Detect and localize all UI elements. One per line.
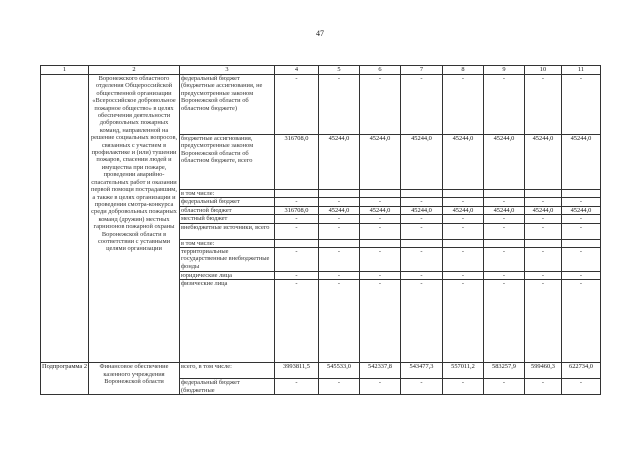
value-cell: - xyxy=(443,198,484,206)
value-cell: 557011,2 xyxy=(443,363,484,379)
value-cell: - xyxy=(275,75,319,135)
value-cell xyxy=(319,239,360,247)
value-cell: - xyxy=(484,379,525,395)
value-cell: - xyxy=(319,280,360,363)
description-cell: Финансовое обеспечение казенного учреждения Воронежской области xyxy=(89,363,180,395)
value-cell: - xyxy=(443,215,484,223)
value-cell: 45244,0 xyxy=(484,135,525,190)
value-cell xyxy=(360,190,401,198)
source-cell: областной бюджет xyxy=(180,206,275,214)
value-cell: - xyxy=(525,223,562,239)
value-cell xyxy=(401,190,443,198)
value-cell: 543477,3 xyxy=(401,363,443,379)
value-cell xyxy=(525,239,562,247)
value-cell xyxy=(525,190,562,198)
value-cell: 45244,0 xyxy=(562,206,601,214)
value-cell: - xyxy=(401,198,443,206)
header-cell: 9 xyxy=(484,66,525,75)
value-cell: - xyxy=(401,280,443,363)
source-cell: в том числе: xyxy=(180,239,275,247)
value-cell: 583257,9 xyxy=(484,363,525,379)
source-cell: бюджетные ассигнования, предусмотренные законом Воронежской области об областном бюджете, всего xyxy=(180,135,275,190)
header-cell: 2 xyxy=(89,66,180,75)
value-cell: - xyxy=(562,280,601,363)
value-cell: - xyxy=(443,272,484,280)
value-cell: - xyxy=(275,280,319,363)
value-cell: - xyxy=(319,272,360,280)
value-cell xyxy=(562,190,601,198)
value-cell: - xyxy=(484,198,525,206)
value-cell: 622734,0 xyxy=(562,363,601,379)
header-cell: 3 xyxy=(180,66,275,75)
value-cell: - xyxy=(562,215,601,223)
value-cell: - xyxy=(360,280,401,363)
header-cell: 1 xyxy=(41,66,89,75)
source-cell: физические лица xyxy=(180,280,275,363)
value-cell: - xyxy=(562,272,601,280)
source-cell: юридические лица xyxy=(180,272,275,280)
value-cell: 45244,0 xyxy=(443,135,484,190)
value-cell: - xyxy=(443,75,484,135)
value-cell: 316708,0 xyxy=(275,135,319,190)
value-cell: 3993811,5 xyxy=(275,363,319,379)
status-cell xyxy=(41,75,89,363)
source-cell: федеральный бюджет (бюджетные xyxy=(180,379,275,395)
value-cell: 45244,0 xyxy=(360,206,401,214)
table-row xyxy=(41,363,601,379)
value-cell: 599460,3 xyxy=(525,363,562,379)
block-2 xyxy=(41,363,601,395)
value-cell xyxy=(484,239,525,247)
value-cell: - xyxy=(525,215,562,223)
source-cell: территориальные государственные внебюджетные фонды xyxy=(180,248,275,272)
value-cell xyxy=(484,190,525,198)
value-cell: - xyxy=(484,75,525,135)
value-cell: 45244,0 xyxy=(319,206,360,214)
source-cell: местный бюджет xyxy=(180,215,275,223)
value-cell: - xyxy=(562,198,601,206)
budget-table xyxy=(40,65,601,395)
value-cell xyxy=(319,190,360,198)
value-cell: 316708,0 xyxy=(275,206,319,214)
header-cell: 4 xyxy=(275,66,319,75)
value-cell: - xyxy=(275,379,319,395)
value-cell: 45244,0 xyxy=(401,135,443,190)
value-cell: 45244,0 xyxy=(401,206,443,214)
status-cell: Подпрограмма 2 xyxy=(41,363,89,395)
value-cell: - xyxy=(484,215,525,223)
value-cell: - xyxy=(443,223,484,239)
value-cell: - xyxy=(275,248,319,272)
value-cell: 542337,8 xyxy=(360,363,401,379)
value-cell: - xyxy=(360,223,401,239)
description-cell: Воронежского областного отделения Общероссийской общественной организации «Всероссийское добровольное пожарное общество» в целях обеспечения деятельности добровольных пожарных команд, направленной на решение социальных вопросов, связанных с участием в профилактике и (или) тушении пожаров, спасении людей и имущества при пожаре, проведении аварийно-спасательных работ и оказании первой помощи пострадавшим, а также в целях организации и проведения смотра-конкурса среди добровольных пожарных команд (дружин) местных гарнизонов пожарной охраны Воронежской области в соответствии с уставными целями организации xyxy=(89,75,180,363)
source-cell: федеральный бюджет xyxy=(180,198,275,206)
value-cell: - xyxy=(562,223,601,239)
value-cell: 45244,0 xyxy=(525,206,562,214)
source-cell: всего, в том числе: xyxy=(180,363,275,379)
value-cell: - xyxy=(319,198,360,206)
source-cell: внебюджетные источники, всего xyxy=(180,223,275,239)
value-cell: - xyxy=(319,248,360,272)
value-cell: 45244,0 xyxy=(443,206,484,214)
table-row xyxy=(41,75,601,135)
value-cell: - xyxy=(525,379,562,395)
value-cell xyxy=(360,239,401,247)
value-cell: - xyxy=(401,215,443,223)
value-cell: - xyxy=(484,272,525,280)
value-cell: 45244,0 xyxy=(562,135,601,190)
value-cell: 45244,0 xyxy=(484,206,525,214)
value-cell: - xyxy=(401,248,443,272)
value-cell: - xyxy=(401,379,443,395)
value-cell: - xyxy=(360,272,401,280)
value-cell: - xyxy=(275,272,319,280)
value-cell: - xyxy=(525,280,562,363)
value-cell: - xyxy=(443,280,484,363)
header-cell: 8 xyxy=(443,66,484,75)
header-cell: 11 xyxy=(562,66,601,75)
value-cell: - xyxy=(525,75,562,135)
source-cell: федеральный бюджет (бюджетные ассигнования, не предусмотренные законом Воронежской области об областном бюджете) xyxy=(180,75,275,135)
value-cell: - xyxy=(525,272,562,280)
value-cell: - xyxy=(319,223,360,239)
value-cell xyxy=(443,190,484,198)
header-cell: 10 xyxy=(525,66,562,75)
value-cell: 545533,0 xyxy=(319,363,360,379)
header-cell: 7 xyxy=(401,66,443,75)
value-cell: - xyxy=(562,248,601,272)
value-cell: 45244,0 xyxy=(319,135,360,190)
value-cell: - xyxy=(525,198,562,206)
value-cell: 45244,0 xyxy=(360,135,401,190)
value-cell xyxy=(443,239,484,247)
value-cell: - xyxy=(525,248,562,272)
value-cell: - xyxy=(562,379,601,395)
value-cell: - xyxy=(360,75,401,135)
value-cell: - xyxy=(484,280,525,363)
value-cell: - xyxy=(275,198,319,206)
value-cell: - xyxy=(562,75,601,135)
page-number: 47 xyxy=(316,29,324,38)
value-cell: - xyxy=(275,215,319,223)
block-1 xyxy=(41,75,601,363)
value-cell: - xyxy=(443,248,484,272)
value-cell: - xyxy=(484,223,525,239)
value-cell: - xyxy=(319,75,360,135)
value-cell: - xyxy=(401,272,443,280)
value-cell: - xyxy=(275,223,319,239)
value-cell xyxy=(401,239,443,247)
value-cell: 45244,0 xyxy=(525,135,562,190)
header-row xyxy=(41,66,601,75)
value-cell xyxy=(562,239,601,247)
value-cell: - xyxy=(360,215,401,223)
value-cell: - xyxy=(443,379,484,395)
header-cell: 6 xyxy=(360,66,401,75)
value-cell: - xyxy=(401,75,443,135)
value-cell: - xyxy=(484,248,525,272)
value-cell: - xyxy=(360,248,401,272)
value-cell xyxy=(275,239,319,247)
value-cell: - xyxy=(319,379,360,395)
value-cell: - xyxy=(360,379,401,395)
value-cell: - xyxy=(360,198,401,206)
header-cell: 5 xyxy=(319,66,360,75)
source-cell: в том числе: xyxy=(180,190,275,198)
value-cell: - xyxy=(401,223,443,239)
value-cell: - xyxy=(319,215,360,223)
value-cell xyxy=(275,190,319,198)
